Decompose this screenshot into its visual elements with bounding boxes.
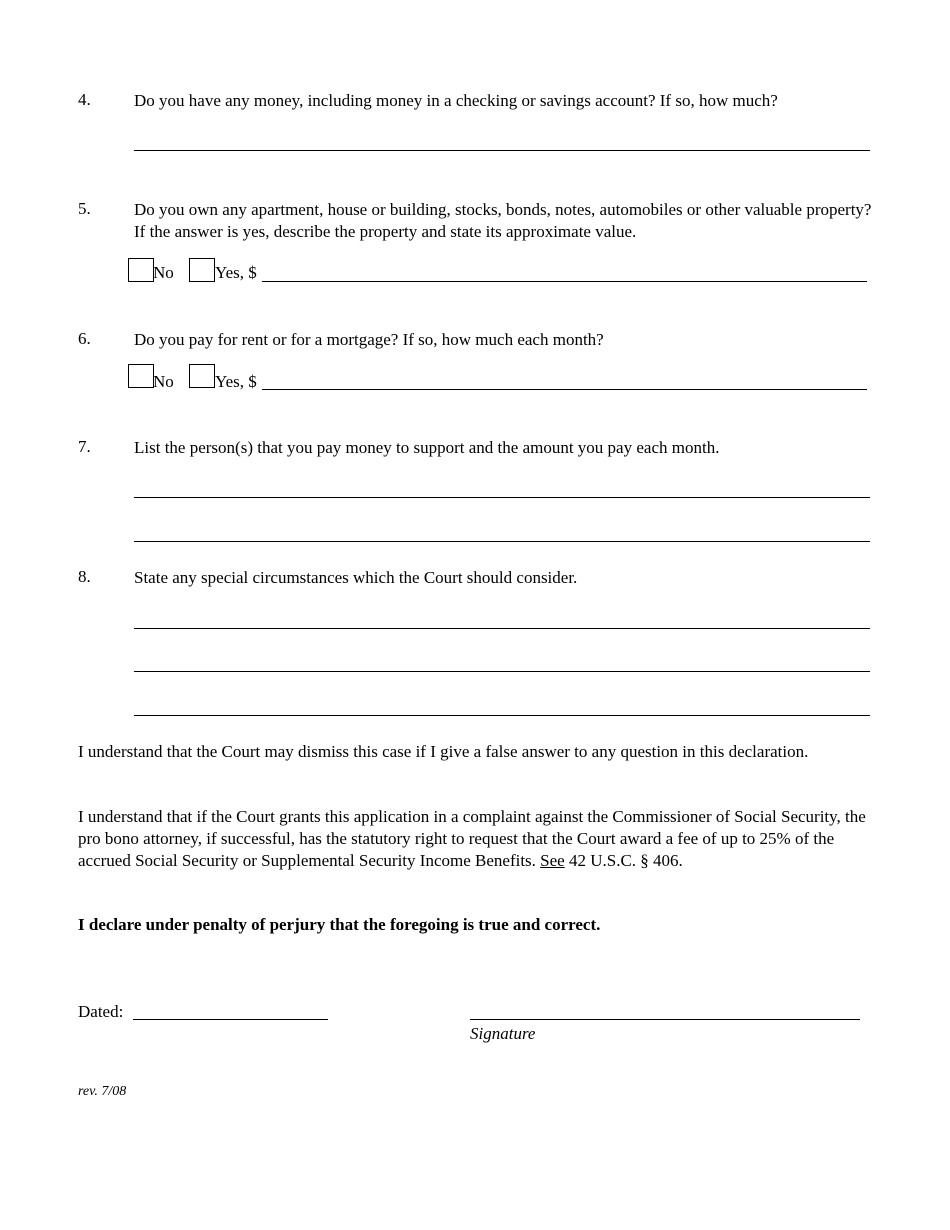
answer-line-4[interactable] bbox=[134, 150, 870, 151]
question-8-number: 8. bbox=[78, 567, 91, 586]
see-reference: See bbox=[540, 851, 565, 870]
q6-no-checkbox[interactable] bbox=[128, 364, 154, 388]
fee-statement-main: I understand that if the Court grants this application in a complaint against the Commissioner of Social Security, the pro bono attorney, if successful, has the statutory right to request that the Court award a fee of up to 25% of the accrued Social Security or Supplemental Security Income Benefits. bbox=[78, 807, 866, 870]
answer-line-8b[interactable] bbox=[134, 671, 870, 672]
q5-value-line[interactable] bbox=[262, 281, 867, 282]
q6-no-label: No bbox=[153, 372, 174, 391]
statute-citation: 42 U.S.C. § 406. bbox=[564, 851, 683, 870]
question-5-number: 5. bbox=[78, 199, 91, 218]
revision-note: rev. 7/08 bbox=[78, 1084, 127, 1099]
question-6-number: 6. bbox=[78, 329, 91, 348]
q6-amount-line[interactable] bbox=[262, 389, 867, 390]
q5-no-label: No bbox=[153, 263, 174, 282]
question-5-text: Do you own any apartment, house or building, stocks, bonds, notes, automobiles or other valuable property? If the answer is yes, describe the property and state its approximate value. bbox=[134, 200, 872, 241]
date-line[interactable] bbox=[133, 1019, 328, 1020]
answer-line-7b[interactable] bbox=[134, 541, 870, 542]
dismissal-statement: I understand that the Court may dismiss this case if I give a false answer to any question in this declaration. bbox=[78, 742, 809, 761]
question-8-text: State any special circumstances which the Court should consider. bbox=[134, 568, 578, 587]
dated-label: Dated: bbox=[78, 1002, 124, 1021]
q6-yes-checkbox[interactable] bbox=[189, 364, 215, 388]
answer-line-7a[interactable] bbox=[134, 497, 870, 498]
question-7-text: List the person(s) that you pay money to support and the amount you pay each month. bbox=[134, 438, 720, 457]
perjury-declaration: I declare under penalty of perjury that the foregoing is true and correct. bbox=[78, 915, 601, 934]
signature-line[interactable] bbox=[470, 1019, 860, 1020]
q5-no-checkbox[interactable] bbox=[128, 258, 154, 282]
q5-yes-label: Yes, $ bbox=[215, 263, 257, 282]
q5-yes-checkbox[interactable] bbox=[189, 258, 215, 282]
question-6-text: Do you pay for rent or for a mortgage? If so, how much each month? bbox=[134, 330, 604, 349]
signature-label: Signature bbox=[470, 1024, 536, 1043]
attorney-fee-statement bbox=[78, 806, 868, 872]
question-4-number: 4. bbox=[78, 90, 91, 109]
q6-yes-label: Yes, $ bbox=[215, 372, 257, 391]
question-4-text: Do you have any money, including money in a checking or savings account? If so, how much? bbox=[134, 91, 778, 110]
question-7-number: 7. bbox=[78, 437, 91, 456]
answer-line-8a[interactable] bbox=[134, 628, 870, 629]
answer-line-8c[interactable] bbox=[134, 715, 870, 716]
